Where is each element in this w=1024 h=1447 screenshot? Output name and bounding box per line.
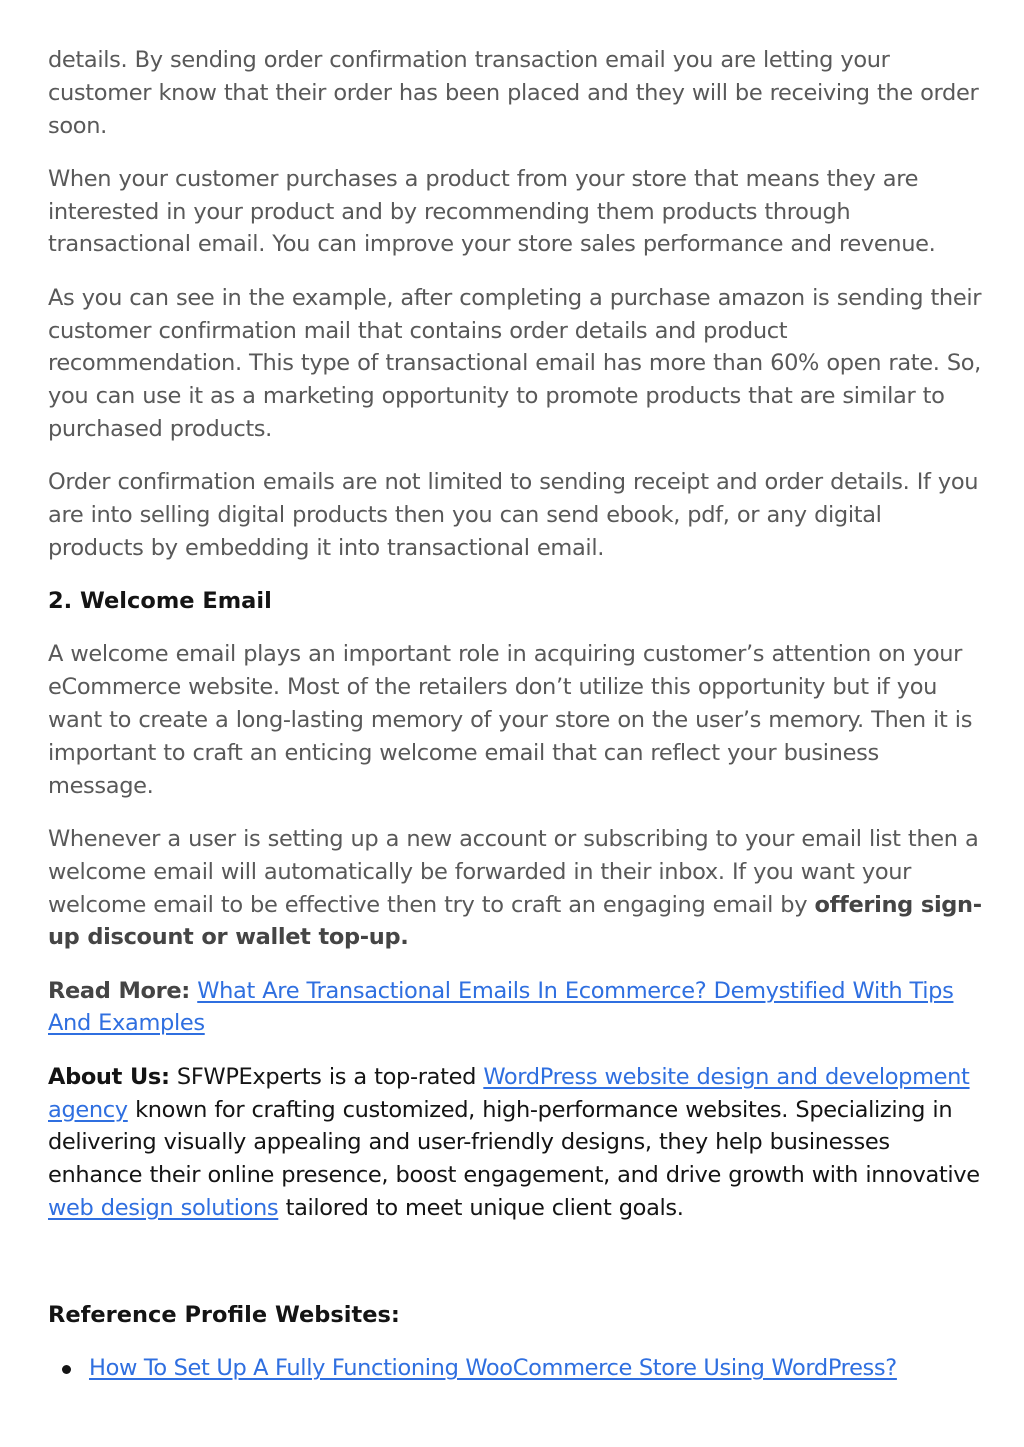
paragraph-amazon-example: As you can see in the example, after completing a purchase amazon is sending their customer confirmation mail that contains order details and product recommendation. This type of transactional email has more than 60% open rate. So, you can use it as a marketing opportunity to promote products that are similar to purchased products. <box>48 284 982 442</box>
read-more-link[interactable]: What Are Transactional Emails In Ecommerce? Demystified With Tips And Examples <box>48 977 954 1037</box>
about-us-text-3: tailored to meet unique client goals. <box>278 1194 684 1221</box>
read-more-label: Read More: <box>48 977 190 1004</box>
about-us-text-2: known for crafting customized, high-performance websites. Specializing in delivering visually appealing and user-friendly designs, they help businesses enhance their online presence, boost engagement, and drive growth with innovative <box>48 1096 980 1189</box>
reference-profile-heading: Reference Profile Websites: <box>48 1301 400 1328</box>
wordpress-agency-link[interactable]: WordPress website design and development agency <box>48 1063 970 1123</box>
read-more-line <box>48 975 983 1041</box>
about-us-label: About Us: <box>48 1063 170 1090</box>
list-item <box>89 1352 983 1385</box>
welcome-trigger-text: Whenever a user is setting up a new account or subscribing to your email list then a welcome email will automatically be forwarded in their inbox. If you want your welcome email to be effective then try to craft an engaging email by <box>48 825 979 918</box>
paragraph-digital-products: Order confirmation emails are not limited to sending receipt and order details. If you are into selling digital products then you can send ebook, pdf, or any digital products by embedding it into transactional email. <box>48 469 979 561</box>
paragraph-welcome-email-trigger <box>48 823 983 954</box>
reference-list <box>48 1352 983 1385</box>
about-us-paragraph <box>48 1061 983 1225</box>
document-page <box>48 44 983 1385</box>
welcome-trigger-bold: offering sign-up discount or wallet top-up. <box>48 891 982 951</box>
section-heading-welcome-email: 2. Welcome Email <box>48 588 272 615</box>
reference-link-woocommerce[interactable]: How To Set Up A Fully Functioning WooCommerce Store Using WordPress? <box>89 1355 897 1381</box>
web-design-solutions-link[interactable]: web design solutions <box>48 1194 279 1221</box>
paragraph-recommendations: When your customer purchases a product from your store that means they are interested in your product and by recommending them products through transactional email. You can improve your store sales performance and revenue. <box>48 165 936 258</box>
paragraph-welcome-email-role: A welcome email plays an important role in acquiring customer’s attention on your eCommerce website. Most of the retailers don’t utilize this opportunity but if you want to create a long-lasting memory of your store on the user’s memory. Then it is important to craft an enticing welcome email that can reflect your business message. <box>48 641 973 799</box>
about-us-text-1: SFWPExperts is a top-rated <box>169 1063 484 1090</box>
paragraph-order-confirmation: details. By sending order confirmation transaction email you are letting your customer know that their order has been placed and they will be receiving the order soon. <box>48 47 979 139</box>
